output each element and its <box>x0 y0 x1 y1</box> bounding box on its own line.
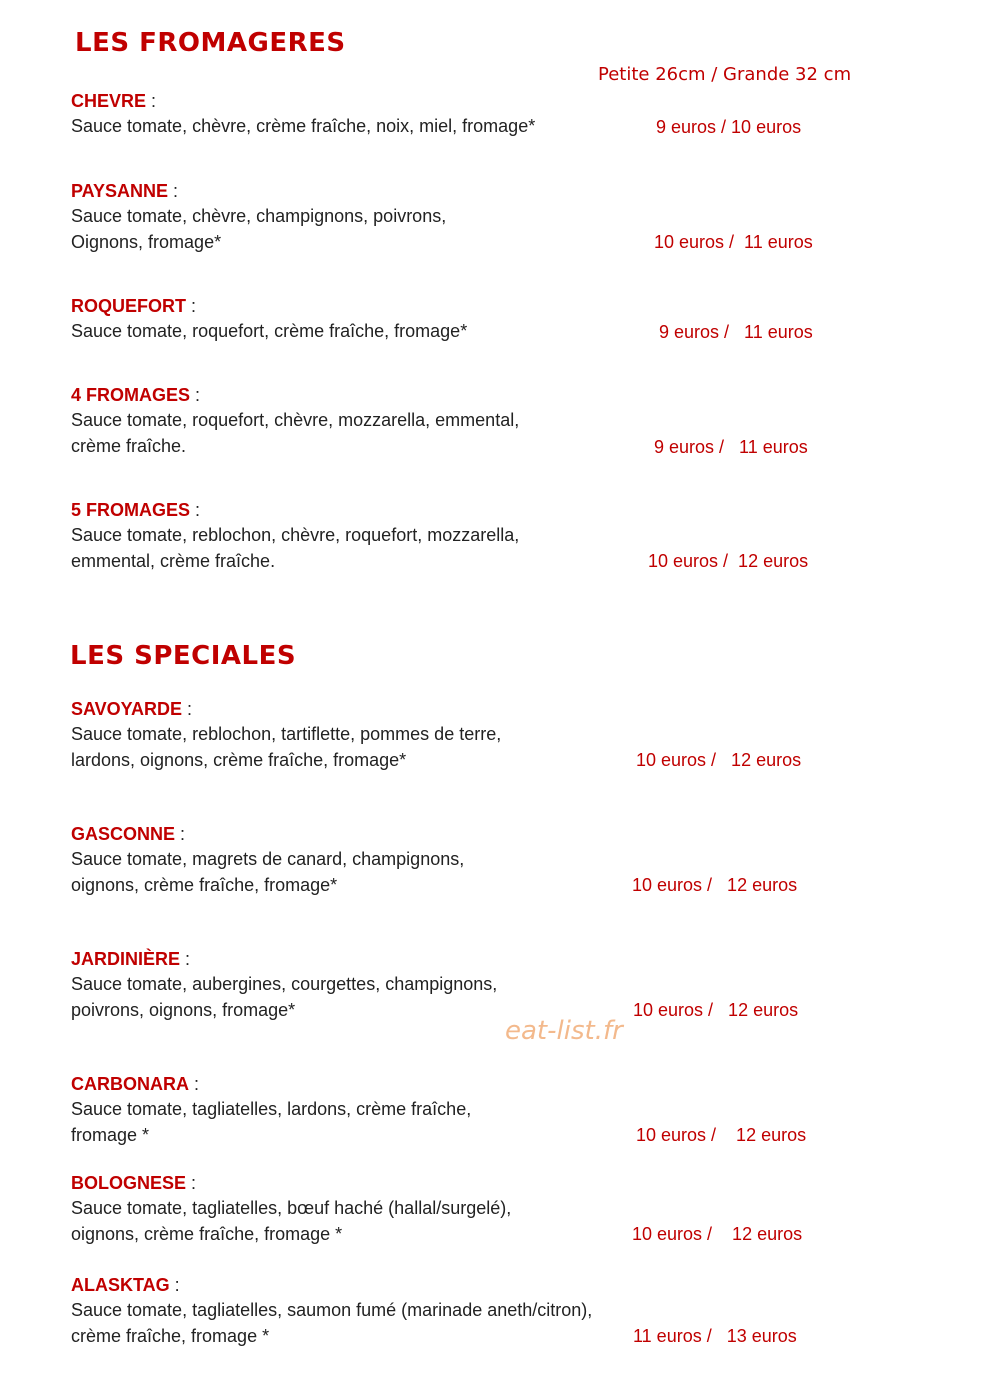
item-name: CARBONARA <box>71 1074 189 1094</box>
item-separator: : <box>168 181 179 201</box>
item-description: Sauce tomate, magrets de canard, champignons, oignons, crème fraîche, fromage* <box>71 849 465 895</box>
menu-item-alasktag <box>71 1273 971 1349</box>
item-separator: : <box>190 385 201 405</box>
item-name-line <box>71 179 971 204</box>
item-name: 4 FROMAGES <box>71 385 191 405</box>
item-price: 10 euros / 12 euros <box>636 1125 807 1145</box>
item-name: 5 FROMAGES <box>71 500 191 520</box>
menu-item-gasconne <box>71 822 971 898</box>
item-separator: : <box>186 1173 197 1193</box>
item-name-line <box>71 1072 971 1097</box>
item-description: Sauce tomate, tagliatelles, bœuf haché (hallal/surgelé), oignons, crème fraîche, fromage * <box>71 1198 512 1244</box>
item-name: PAYSANNE <box>71 181 169 201</box>
item-price: 10 euros / 12 euros <box>633 1000 799 1020</box>
item-price: 9 euros / 10 euros <box>656 117 802 137</box>
item-price: 10 euros / 11 euros <box>654 232 813 252</box>
item-name-line <box>71 1171 971 1196</box>
item-name-line <box>71 822 971 847</box>
item-separator: : <box>169 1275 180 1295</box>
item-price: 9 euros / 11 euros <box>654 437 808 457</box>
item-name-line <box>71 294 971 319</box>
menu-item-bolognese <box>71 1171 971 1247</box>
item-separator: : <box>175 824 186 844</box>
item-description: Sauce tomate, tagliatelles, saumon fumé (marinade aneth/citron), crème fraîche, fromage * <box>71 1300 593 1346</box>
item-description: Sauce tomate, roquefort, crème fraîche, fromage* <box>71 321 468 341</box>
item-description: Sauce tomate, roquefort, chèvre, mozzarella, emmental, crème fraîche. <box>71 410 520 456</box>
section-title-speciales: LES SPECIALES <box>70 641 297 671</box>
item-separator: : <box>190 500 201 520</box>
item-price: 9 euros / 11 euros <box>659 322 813 342</box>
item-separator: : <box>186 296 197 316</box>
item-separator: : <box>189 1074 200 1094</box>
item-name-line <box>71 383 971 408</box>
item-name: ALASKTAG <box>71 1275 170 1295</box>
menu-item-chevre <box>71 89 971 140</box>
item-description: Sauce tomate, tagliatelles, lardons, crème fraîche, fromage * <box>71 1099 472 1145</box>
item-price: 11 euros / 13 euros <box>633 1326 797 1346</box>
item-name: SAVOYARDE <box>71 699 183 719</box>
item-separator: : <box>180 949 191 969</box>
item-separator: : <box>182 699 193 719</box>
item-description: Sauce tomate, reblochon, tartiflette, pommes de terre, lardons, oignons, crème fraîche, fromage* <box>71 724 502 770</box>
item-name: GASCONNE <box>71 824 176 844</box>
item-price: 10 euros / 12 euros <box>648 551 809 571</box>
menu-item-carbonara <box>71 1072 971 1148</box>
menu-item-jardiniere <box>71 947 971 1023</box>
size-header: Petite 26cm / Grande 32 cm <box>598 64 852 85</box>
item-name: ROQUEFORT <box>71 296 186 316</box>
menu-item-5-fromages <box>71 498 971 574</box>
menu-item-paysanne <box>71 179 971 255</box>
item-separator: : <box>146 91 157 111</box>
item-description: Sauce tomate, chèvre, crème fraîche, noix, miel, fromage* <box>71 116 536 136</box>
item-description: Sauce tomate, reblochon, chèvre, roquefort, mozzarella, emmental, crème fraîche. <box>71 525 520 571</box>
item-description: Sauce tomate, chèvre, champignons, poivrons, Oignons, fromage* <box>71 206 447 252</box>
item-name-line <box>71 697 971 722</box>
item-name: CHEVRE <box>71 91 147 111</box>
section-title-fromageres: LES FROMAGERES <box>75 28 346 58</box>
menu-item-4-fromages <box>71 383 971 459</box>
menu-item-savoyarde <box>71 697 971 773</box>
item-name-line <box>71 89 971 114</box>
item-price: 10 euros / 12 euros <box>636 750 802 770</box>
menu-item-roquefort <box>71 294 971 345</box>
item-name-line <box>71 1273 971 1298</box>
item-name: JARDINIÈRE <box>71 949 181 969</box>
item-name-line <box>71 498 971 523</box>
item-price: 10 euros / 12 euros <box>632 875 798 895</box>
item-name-line <box>71 947 971 972</box>
item-name: BOLOGNESE <box>71 1173 187 1193</box>
item-price: 10 euros / 12 euros <box>632 1224 803 1244</box>
item-description: Sauce tomate, aubergines, courgettes, champignons, poivrons, oignons, fromage* <box>71 974 498 1020</box>
watermark: eat-list.fr <box>505 1016 623 1046</box>
